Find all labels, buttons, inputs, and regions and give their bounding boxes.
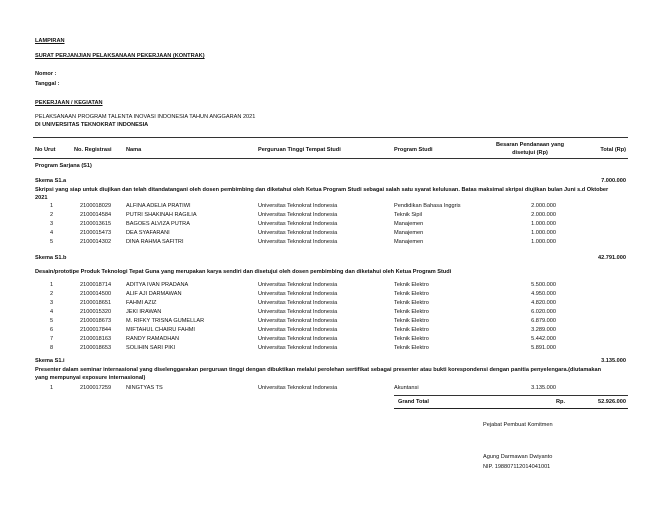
- signatory-role: Pejabat Pembuat Komitmen: [483, 422, 553, 428]
- col-dana-header-2: disetujui (Rp): [512, 150, 548, 156]
- table-row: [0, 230, 653, 239]
- signatory-nip: NIP. 198807112014041001: [483, 464, 551, 470]
- registration-number: 2100018653: [80, 345, 112, 351]
- row-number: 1: [50, 203, 54, 209]
- funding-amount: 4.820.000: [531, 300, 556, 306]
- table-top-rule: [33, 137, 628, 138]
- university: Universitas Teknokrat Indonesia: [258, 345, 338, 351]
- study-program: Manajemen: [394, 239, 424, 245]
- table-row: [0, 282, 653, 291]
- registration-number: 2100018029: [80, 203, 112, 209]
- student-name: JEKI IRAWAN: [126, 309, 162, 315]
- study-program: Teknik Elektro: [394, 309, 429, 315]
- funding-amount: 1.000.000: [531, 230, 556, 236]
- student-name: MIFTAHUL CHAIRU FAHMI: [126, 327, 195, 333]
- registration-number: 2100017259: [80, 385, 112, 391]
- table-row: [0, 336, 653, 345]
- university: Universitas Teknokrat Indonesia: [258, 385, 338, 391]
- skema-b-title: Skema S1.b: [35, 255, 67, 261]
- funding-amount: 5.442.000: [531, 336, 556, 342]
- lampiran-label: LAMPIRAN: [35, 38, 65, 44]
- row-number: 4: [50, 309, 54, 315]
- row-number: 8: [50, 345, 54, 351]
- student-name: M. RIFKY TRISNA GUMELLAR: [126, 318, 205, 324]
- table-row: [0, 327, 653, 336]
- student-name: RANDY RAMADHAN: [126, 336, 180, 342]
- col-pt-header: Perguruan Tinggi Tempat Studi: [258, 147, 341, 153]
- col-nama-header: Nama: [126, 147, 142, 153]
- col-ps-header: Program Studi: [394, 147, 433, 153]
- university: Universitas Teknokrat Indonesia: [258, 203, 338, 209]
- row-number: 3: [50, 300, 54, 306]
- row-number: 2: [50, 212, 54, 218]
- university: Universitas Teknokrat Indonesia: [258, 291, 338, 297]
- study-program: Manajemen: [394, 230, 424, 236]
- study-program: Teknik Elektro: [394, 345, 429, 351]
- funding-amount: 5.500.000: [531, 282, 556, 288]
- col-no-header: No Urut: [35, 147, 56, 153]
- university: Universitas Teknokrat Indonesia: [258, 282, 338, 288]
- nomor-label: Nomor :: [35, 71, 57, 77]
- study-program: Teknik Elektro: [394, 318, 429, 324]
- col-reg-header: No. Registrasi: [74, 147, 112, 153]
- table-row: [0, 345, 653, 354]
- table-row: [0, 203, 653, 212]
- skema-a-desc: Skripsi yang siap untuk diujikan dan telah ditandatangani oleh dosen pembimbing dan diketahui oleh Ketua Program Studi sebagai salah satu syarat kelulusan. Batas maksimal skripsi diujikan bulan Juni s.d Oktober 2021: [35, 187, 609, 201]
- pekerjaan-title: PEKERJAAN / KEGIATAN: [35, 100, 103, 106]
- skema-a-total: 7.000.000: [601, 178, 626, 184]
- study-program: Akuntansi: [394, 385, 419, 391]
- study-program: Teknik Elektro: [394, 282, 429, 288]
- institution-name: DI UNIVERSITAS TEKNOKRAT INDONESIA: [35, 122, 149, 128]
- funding-amount: 4.950.000: [531, 291, 556, 297]
- student-name: BAGOES ALVIZA PUTRA: [126, 221, 190, 227]
- skema-i-desc: Presenter dalam seminar internasional yang diselenggarakan perguruan tinggi dengan dibuktikan melalui perolehan sertifikat sebagai presenter atau bukti korespondensi dengan panitia penyelengara.(diutamakan yang mempunyai exposure internasional): [35, 367, 602, 381]
- program-label: Program Sarjana (S1): [35, 163, 92, 169]
- university: Universitas Teknokrat Indonesia: [258, 318, 338, 324]
- skema-i-total: 3.135.000: [601, 358, 626, 364]
- row-number: 6: [50, 327, 54, 333]
- table-row: [0, 300, 653, 309]
- row-number: 3: [50, 221, 54, 227]
- student-name: SOLIHIN SARI PIKI: [126, 345, 176, 351]
- grand-total-label: Grand Total: [398, 399, 429, 405]
- funding-amount: 6.020.000: [531, 309, 556, 315]
- study-program: Teknik Elektro: [394, 291, 429, 297]
- registration-number: 2100014500: [80, 291, 112, 297]
- table-row: [0, 212, 653, 221]
- study-program: Teknik Elektro: [394, 327, 429, 333]
- funding-amount: 1.000.000: [531, 239, 556, 245]
- student-name: DEA SYAFARANI: [126, 230, 170, 236]
- table-row: [0, 318, 653, 327]
- col-dana-header-1: Besaran Pendanaan yang: [495, 142, 565, 148]
- row-number: 4: [50, 230, 54, 236]
- registration-number: 2100015473: [80, 230, 112, 236]
- funding-amount: 5.891.000: [531, 345, 556, 351]
- university: Universitas Teknokrat Indonesia: [258, 239, 338, 245]
- skema-b-total: 42.791.000: [598, 255, 626, 261]
- document-title: SURAT PERJANJIAN PELAKSANAAN PEKERJAAN (KONTRAK): [35, 53, 205, 59]
- study-program: Manajemen: [394, 221, 424, 227]
- funding-amount: 1.000.000: [531, 221, 556, 227]
- student-name: ALIF AJI DARMAWAN: [126, 291, 182, 297]
- registration-number: 2100017844: [80, 327, 112, 333]
- table-row: [0, 309, 653, 318]
- registration-number: 2100018163: [80, 336, 112, 342]
- university: Universitas Teknokrat Indonesia: [258, 336, 338, 342]
- funding-amount: 3.135.000: [531, 385, 556, 391]
- row-number: 7: [50, 336, 54, 342]
- table-row: [0, 385, 653, 394]
- grand-total-value: 52.926.000: [598, 399, 626, 405]
- student-name: DINA RAHMA SAFITRI: [126, 239, 184, 245]
- table-row: [0, 239, 653, 248]
- skema-b-desc: Desain/prototipe Produk Teknologi Tepat Guna yang merupakan karya sendiri dan disetujui oleh dosen pembimbing dan diketahui oleh Ketua Program Studi: [35, 269, 452, 275]
- funding-amount: 6.879.000: [531, 318, 556, 324]
- col-total-header: Total (Rp): [600, 147, 626, 153]
- registration-number: 2100018714: [80, 282, 112, 288]
- student-name: ADITYA IVAN PRADANA: [126, 282, 189, 288]
- study-program: Teknik Sipil: [394, 212, 422, 218]
- row-number: 1: [50, 282, 54, 288]
- student-name: PUTRI SHAKINAH RAGILIA: [126, 212, 197, 218]
- signatory-name: Agung Darmawan Dwiyanto: [483, 454, 553, 460]
- study-program: Pendidikan Bahasa Inggris: [394, 203, 461, 209]
- row-number: 1: [50, 385, 54, 391]
- tanggal-label: Tanggal :: [35, 81, 60, 87]
- table-row: [0, 291, 653, 300]
- funding-amount: 3.289.000: [531, 327, 556, 333]
- skema-i-title: Skema S1.i: [35, 358, 65, 364]
- skema-a-title: Skema S1.a: [35, 178, 67, 184]
- university: Universitas Teknokrat Indonesia: [258, 212, 338, 218]
- university: Universitas Teknokrat Indonesia: [258, 300, 338, 306]
- registration-number: 2100014302: [80, 239, 112, 245]
- funding-amount: 2.000.000: [531, 212, 556, 218]
- row-number: 5: [50, 318, 54, 324]
- study-program: Teknik Elektro: [394, 336, 429, 342]
- registration-number: 2100015320: [80, 309, 112, 315]
- program-name: PELAKSANAAN PROGRAM TALENTA INOVASI INDONESIA TAHUN ANGGARAN 2021: [35, 114, 256, 120]
- university: Universitas Teknokrat Indonesia: [258, 309, 338, 315]
- registration-number: 2100014584: [80, 212, 112, 218]
- table-row: [0, 221, 653, 230]
- row-number: 2: [50, 291, 54, 297]
- university: Universitas Teknokrat Indonesia: [258, 327, 338, 333]
- registration-number: 2100013615: [80, 221, 112, 227]
- table-header-rule: [33, 158, 628, 159]
- row-number: 5: [50, 239, 54, 245]
- registration-number: 2100018651: [80, 300, 112, 306]
- study-program: Teknik Elektro: [394, 300, 429, 306]
- funding-amount: 2.000.000: [531, 203, 556, 209]
- grand-total-rp: Rp.: [556, 399, 566, 405]
- grand-total-top-rule: [394, 395, 628, 396]
- student-name: FAHMI AZIZ: [126, 300, 157, 306]
- student-name: NINGTYAS TS: [126, 385, 163, 391]
- student-name: ALFINA ADELIA PRATIWI: [126, 203, 191, 209]
- registration-number: 2100018673: [80, 318, 112, 324]
- university: Universitas Teknokrat Indonesia: [258, 221, 338, 227]
- university: Universitas Teknokrat Indonesia: [258, 230, 338, 236]
- grand-total-bottom-rule: [394, 408, 628, 409]
